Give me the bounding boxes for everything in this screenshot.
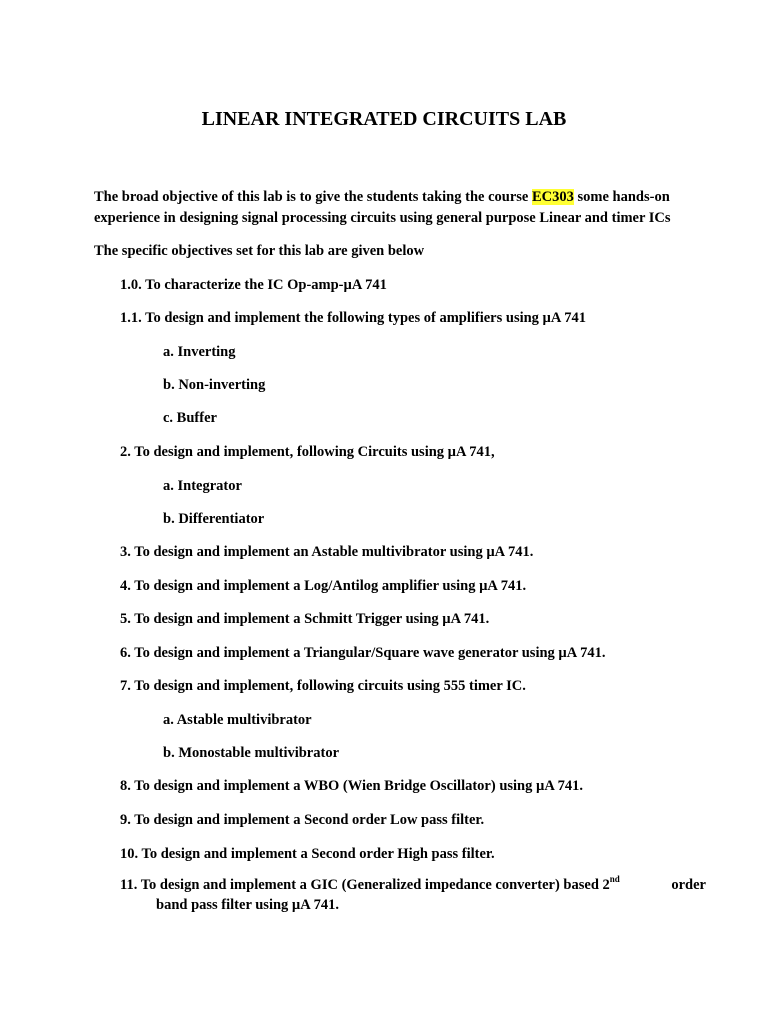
list-item-11-text	[120, 875, 620, 895]
list-item-4: 4. To design and implement a Log/Antilog amplifier using µA 741.	[120, 578, 527, 594]
list-item-11-row2: band pass filter using µA 741.	[156, 897, 339, 913]
intro-text-after: some hands-on experience in designing signal processing circuits using general purpose Linear and timer ICs	[94, 189, 671, 226]
list-item-9: 9. To design and implement a Second order Low pass filter.	[120, 812, 485, 828]
list-item-11-row1	[120, 875, 706, 895]
page-title: LINEAR INTEGRATED CIRCUITS LAB	[201, 108, 567, 130]
sub-item-integrator: a. Integrator	[163, 478, 242, 494]
intro-paragraph	[94, 187, 706, 229]
list-item-11	[120, 875, 706, 915]
objectives-heading: The specific objectives set for this lab are given below	[94, 243, 425, 259]
intro-text-before: The broad objective of this lab is to give the students taking the course	[94, 189, 532, 205]
list-item-1-1: 1.1. To design and implement the following types of amplifiers using µA 741	[120, 310, 586, 326]
sub-item-monostable: b. Monostable multivibrator	[163, 745, 340, 761]
ordinal-superscript: nd	[609, 874, 620, 885]
list-item-11-order: order	[671, 877, 706, 893]
sub-item-inverting: a. Inverting	[163, 344, 236, 360]
sub-item-astable: a. Astable multivibrator	[163, 712, 312, 728]
sub-item-differentiator: b. Differentiator	[163, 511, 265, 527]
list-item-5: 5. To design and implement a Schmitt Trigger using µA 741.	[120, 611, 490, 627]
list-item-10: 10. To design and implement a Second order High pass filter.	[120, 846, 495, 862]
list-item-11-main: 11. To design and implement a GIC (Generalized impedance converter) based 2	[120, 877, 610, 893]
sub-item-buffer: c. Buffer	[163, 410, 217, 426]
list-item-1-0: 1.0. To characterize the IC Op-amp-µA 741	[120, 277, 387, 293]
list-item-7: 7. To design and implement, following circuits using 555 timer IC.	[120, 678, 526, 694]
list-item-6: 6. To design and implement a Triangular/Square wave generator using µA 741.	[120, 645, 606, 661]
list-item-3: 3. To design and implement an Astable multivibrator using µA 741.	[120, 544, 534, 560]
course-code-highlight: EC303	[531, 189, 574, 205]
sub-item-non-inverting: b. Non-inverting	[163, 377, 266, 393]
list-item-2: 2. To design and implement, following Circuits using µA 741,	[120, 444, 495, 460]
list-item-8: 8. To design and implement a WBO (Wien Bridge Oscillator) using µA 741.	[120, 778, 584, 794]
